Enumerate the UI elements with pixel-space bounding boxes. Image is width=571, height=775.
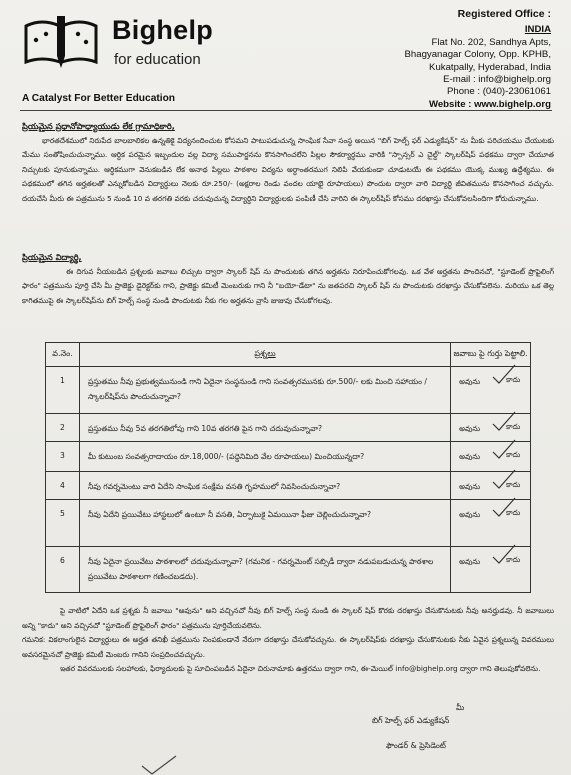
salutation-student: ప్రియమైన విద్యార్థి,	[22, 252, 82, 262]
table-row	[46, 472, 531, 500]
table-row	[46, 367, 531, 414]
tick-mark-icon	[491, 468, 517, 490]
table-header	[46, 343, 531, 367]
office-line: Bhagyanagar Colony, Opp. KPHB,	[404, 49, 551, 61]
no-option[interactable]: కాదు	[506, 508, 521, 517]
yes-option[interactable]: అవును	[459, 377, 481, 386]
table-row	[46, 442, 531, 472]
office-line: Flat No. 202, Sandhya Apts,	[431, 36, 551, 48]
letter-intro	[22, 119, 554, 207]
contact-paragraph: ఇతర వివరములకు సలహాలకు, ఫిర్యాదులకు పై సూచింపబడిన ఏదైనా చిరునామాకు ఉత్తరము ద్వారా గాని, ఈ-మెయిల్ info@bighelp.org ద్వారా గాని తెలుపుకోవలెను.	[60, 664, 541, 674]
eligibility-table	[45, 342, 531, 593]
header-answer: జవాబు పై గుర్తు పెట్టాలి.	[451, 343, 531, 367]
header-serial: వ.నెం.	[46, 343, 80, 367]
answer-cell	[451, 367, 531, 414]
tick-mark-icon	[491, 363, 517, 385]
row-number: 4	[46, 472, 80, 500]
signature-title: ఫౌండర్ & ప్రెసిడెంట్	[386, 741, 446, 750]
row-question: నీవు ఏదైనా ప్రయివేటు పాఠశాలలో చదువుచున్నావా? (గమనిక - గవర్నమెంట్ సబ్సిడీ ద్వారా నడుపబడుచున్న పాఠశాల ప్రయివేటు పాఠశాలగా గణించబడదు).	[79, 547, 450, 593]
tagline: A Catalyst For Better Education	[22, 93, 176, 104]
row-question: నీవు ఏదేని ప్రయివేటు హాస్టలులో ఉంటూ నీ వసతి, ఏర్పాటుకై ఏమయినా ఫీజు చెల్లించుచున్నావా?	[79, 500, 450, 547]
brand-name: Bighelp	[112, 15, 214, 45]
table-row	[46, 500, 531, 547]
intro-paragraph: భారతదేశములో నిరుపేద బాలబాలికల ఉన్నతికై విద్యనందించుట కోసమని పాటుపడుచున్న సాంఘిక సేవా సంస్థ అయిన "బిగ్ హెల్ప్ ఫర్ ఎడ్యుకేషన్" ను మీకు పరిచయము చేయుటకు మేము సంతోషించుచున్నాము. ఆర్థిక పరమైన ఇబ్బందుల వల్ల విద్యా సముపార్జనను కొనసాగించలేని పిల్లల సౌకర్యార్థము వారికి "స్పాన్సర్ ఎ చైల్డ్" స్కాలర్‌షిప్ పథకము ద్వారా చేయూత నిచ్చుటకు పూనుకున్నాము. ఆర్థికముగా వెనుకబడిన లేక అనాథ పిల్లలు పాఠశాల విద్యను అర్థాంతరముగ నిలిపి వేయకుండా చూడుటయే ఈ పథకము యొక్క ముఖ్య ఉద్దేశ్యము. ఈ పథకములో తగిన అర్హతలతో ఎన్నుకోబడిన విద్యార్థులు నెలకు రూ.250/- (అక్షరాల రెండు వందల యాభై రూపాయలు) పొందుట ద్వారా వారి విద్యార్థి జీవితమును కొనసాగించ వచ్చును. దయచేసి మీరు ఈ పత్రమును 5 నుండి 10 వ తరగతి వరకు చదువుచున్న విద్యార్థిని విద్యార్థులకు పంపిణీ చేసి వారిని ఈ స్కాలర్‌షిప్ కోసము దరఖాస్తు చేసుకోవలసిందిగా కోరుచున్నాము.	[22, 135, 554, 203]
office-email: E-mail : info@bighelp.org	[443, 74, 551, 86]
office-title: Registered Office :	[457, 8, 551, 20]
tick-mark-icon	[491, 438, 517, 460]
row-number: 3	[46, 442, 80, 472]
yes-option[interactable]: అవును	[459, 452, 481, 461]
row-number: 1	[46, 367, 80, 414]
answer-cell	[451, 500, 531, 547]
row-question: నీవు గవర్నమెంటు వారి ఏదేని సాంఘిక సంక్షేమ వసతి గృహములో నివసించుచున్నావా?	[79, 472, 450, 500]
answer-cell	[451, 442, 531, 472]
student-section	[22, 250, 554, 308]
closing-paragraph: పై వాటిలో ఏదేని ఒక ప్రశ్నకు నీ జవాబు "అవును" అని వచ్చినచో నీవు బిగ్ హెల్ప్ సంస్థ నుండి ఈ స్కాలర్ షిప్ కొరకు దరఖాస్తు చేసుకొనుటకు నీవు అనర్హుడవు. నీ జవాబులు అన్ని "కాదు" అని వచ్చినచో "స్టూడెంట్ ప్రొఫైలింగ్ ఫారం" పత్రమును పూర్తిచేయవలెను.	[22, 606, 554, 630]
row-number: 6	[46, 547, 80, 593]
table-row	[46, 414, 531, 442]
closing-section	[22, 604, 554, 677]
yes-option[interactable]: అవును	[459, 557, 481, 566]
row-question: ప్రస్తుతము నీవు ప్రభుత్వమునుండి గాని ఏదైనా సంస్థనుండి గాని సంవత్సరమునకు రూ.500/- లకు మించి సహాయం / స్కాలర్‌షిప్‌ను పొందుచున్నావా?	[79, 367, 450, 414]
tick-mark-icon	[491, 410, 517, 432]
salutation-headmaster: ప్రియమైన ప్రధానోపాధ్యాయుడు లేక గ్రామాధికారి,	[22, 121, 175, 131]
office-country: INDIA	[524, 24, 551, 36]
row-question: ప్రస్తుతము నీవు 5వ తరగతిలోపు గాని 10వ తరగతి పైన గాని చదువుచున్నావా?	[79, 414, 450, 442]
office-website: Website : www.bighelp.org	[428, 98, 551, 110]
office-phone: Phone : (040)-23061061	[446, 86, 551, 98]
no-option[interactable]: కాదు	[506, 450, 521, 459]
note-paragraph: గమనిక: వికలాంగులైన విద్యార్థులు ఈ అర్హత తనిఖీ పత్రమును నింపకుండానే నేరుగా దరఖాస్తు చేసుకోవచ్చును. ఈ స్కాలర్‌షిప్‌కు దరఖాస్తు చేసుకొనుటకు నీకు ఏవైన ప్రశ్నలున్న వివరములు అవసరమైనచో ప్రాజెక్టు కమిటీ మెంబరు గానిని సంప్రదించవచ్చును.	[22, 635, 554, 659]
tick-mark-icon	[491, 543, 517, 565]
signature-org: బిగ్ హెల్ప్ ఫర్ ఎడ్యుకేషన్	[372, 716, 450, 725]
tick-mark-icon	[491, 496, 517, 518]
yes-option[interactable]: అవును	[459, 510, 481, 519]
row-number: 2	[46, 414, 80, 442]
brand-subtitle: for education	[114, 51, 201, 68]
student-paragraph: ఈ దిగువ నీయబడిన ప్రశ్నలకు జవాబు లిచ్చుట ద్వారా స్కాలర్ షిప్ ను పొందుటకు తగిన అర్హతను నిరూపించుకోగలవు. ఒక వేళ అర్హతను పొందినచో, "స్టూడెంట్ ప్రొఫైలింగ్ ఫారం" పత్రమును పూర్తి చేసి మీ ప్రాజెక్టు డైరెక్టర్‌కు గాని, ప్రాజెక్టు కమిటీ మెంబరుకు గాని నీ "బయో-డేటా" ను జతపరచి స్కాలర్ షిప్ ను పొందుటకు దరఖాస్తు చేసుకోవలెను. మరియు ఒక తెల్ల కాగితముపై ఈ స్కాలర్‌షిప్‌ను బిగ్ హెల్ప్ సంస్థ నుండి పొందుటకు నీకు గల అర్హతను వ్రాసి జుజువు చేసుకోగలవు.	[22, 266, 554, 305]
row-number: 5	[46, 500, 80, 547]
no-option[interactable]: కాదు	[506, 422, 521, 431]
yes-option[interactable]: అవును	[459, 424, 481, 433]
no-option[interactable]: కాదు	[506, 375, 521, 384]
registered-office	[331, 8, 551, 111]
header-divider	[20, 110, 552, 111]
yes-option[interactable]: అవును	[459, 482, 481, 491]
table-row	[46, 547, 531, 593]
no-option[interactable]: కాదు	[506, 555, 521, 564]
signature-short: మీ	[456, 703, 465, 712]
pen-mark-icon	[140, 752, 180, 775]
header-question: ప్రశ్నలు	[79, 343, 450, 367]
bighelp-logo	[22, 14, 100, 70]
answer-cell	[451, 547, 531, 593]
row-question: మీ కుటుంబ సంవత్సరాదాయం రూ.18,000/- (పద్దెనిమిది వేల రూపాయలు) మించియున్నదా?	[79, 442, 450, 472]
no-option[interactable]: కాదు	[506, 480, 521, 489]
office-line: Kukatpally, Hyderabad, India	[429, 61, 551, 73]
